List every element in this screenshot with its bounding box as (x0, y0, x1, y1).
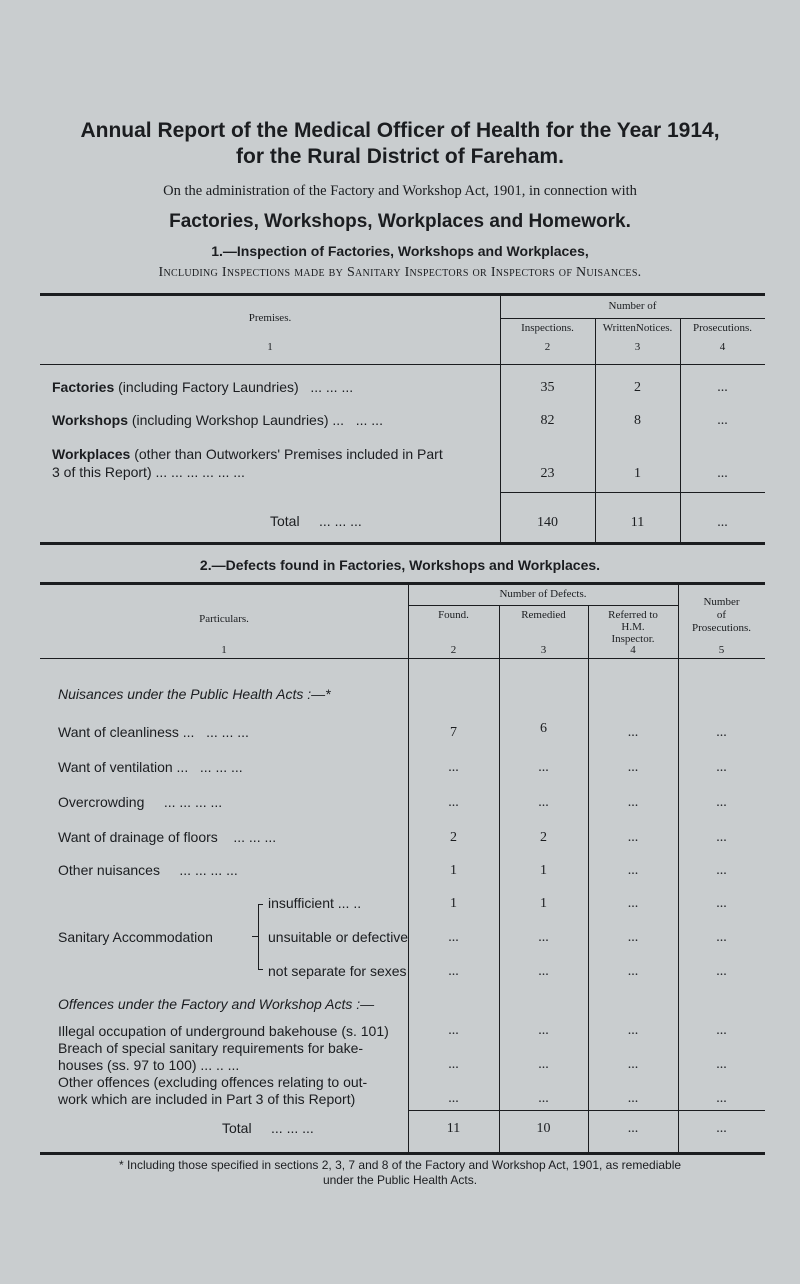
table2-ventilation-referred: ... (627, 760, 639, 775)
table1-workshops-inspections: 82 (540, 413, 555, 428)
table2-not-separate-referred: ... (627, 964, 639, 979)
table2-row-cleanliness: Want of cleanliness ... ... ... ... (58, 724, 249, 740)
table2-drainage-remedied: 2 (540, 830, 547, 845)
table2-prosecutions-l3: Prosecutions. (692, 622, 751, 634)
table2-breach-remedied: ... (538, 1057, 549, 1072)
report-title-line1: Annual Report of the Medical Officer of Health for the Year 1914, (80, 119, 720, 142)
table1-row-workplaces: Workplaces (other than Outworkers' Premises included in Part (52, 446, 443, 462)
table1-row-workplaces-line2: 3 of this Report) ... ... ... ... ... ... (52, 464, 245, 480)
table1-premises-header: Premises. (248, 312, 292, 324)
table2-ventilation-remedied: ... (538, 760, 549, 775)
table2-drainage-prosecutions: ... (716, 830, 727, 845)
table2-unsuitable-referred: ... (627, 930, 639, 945)
table1-total-prosecutions: ... (717, 515, 728, 530)
table1-number-of-header: Number of (608, 300, 657, 312)
table2-ventilation-found: ... (448, 760, 459, 775)
table2-sanitary-label: Sanitary Accommodation (58, 929, 213, 945)
table2-not-separate-remedied: ... (538, 964, 549, 979)
table2-overcrowding-remedied: ... (538, 795, 549, 810)
table2-row-overcrowding: Overcrowding ... ... ... ... (58, 794, 223, 810)
table2-overcrowding-prosecutions: ... (716, 795, 727, 810)
brace-top (258, 904, 263, 937)
table1-row-factories: Factories (including Factory Laundries) ... ... ... (52, 379, 354, 395)
table2-sanitary-insufficient: insufficient ... .. (268, 895, 362, 911)
table2-total-prosecutions: ... (716, 1121, 727, 1136)
table2-offence-breach-l2: houses (ss. 97 to 100) ... .. ... (58, 1057, 240, 1073)
table1-total-inspections: 140 (537, 515, 558, 530)
table1-workplaces-prosecutions: ... (717, 466, 728, 481)
brace-bottom (258, 936, 263, 970)
table1-section-title: 1.—Inspection of Factories, Workshops and Workplaces, (211, 243, 589, 259)
table2-total-remedied: 10 (536, 1121, 551, 1136)
table2-top-rule (40, 582, 765, 585)
table2-other-offences-found: ... (448, 1091, 459, 1106)
table1-col-written-notices: WrittenNotices. (602, 322, 673, 334)
table2-row-other-nuisances: Other nuisances ... ... ... ... (58, 862, 238, 878)
table2-row-drainage: Want of drainage of floors ... ... ... (58, 829, 277, 845)
table2-offences-heading: Offences under the Factory and Workshop Acts :— (58, 996, 375, 1012)
table2-col-referred-l3: Inspector. (611, 633, 655, 645)
table2-overcrowding-found: ... (448, 795, 459, 810)
table1-col-num-4: 4 (719, 341, 726, 353)
table1-factories-notices: 2 (634, 380, 641, 395)
table2-bakehouse-prosecutions: ... (716, 1023, 727, 1038)
table2-ventilation-prosecutions: ... (716, 760, 727, 775)
table2-other-nuisances-remedied: 1 (540, 863, 547, 878)
table2-unsuitable-prosecutions: ... (716, 930, 727, 945)
table2-insufficient-remedied: 1 (540, 896, 547, 911)
table2-col-referred-l1: Referred to (608, 609, 658, 621)
table2-cleanliness-prosecutions: ... (716, 725, 727, 740)
table2-defects-header: Number of Defects. (499, 588, 587, 600)
table2-bakehouse-found: ... (448, 1023, 459, 1038)
table2-section-title: 2.—Defects found in Factories, Workshops and Workplaces. (199, 557, 601, 573)
table1-col-num-2: 2 (544, 341, 551, 353)
table2-col-num-3: 3 (540, 644, 547, 656)
table2-offence-bakehouse: Illegal occupation of underground bakehouse (s. 101) (58, 1023, 389, 1039)
table1-total-label: Total ... ... ... (270, 513, 362, 529)
table2-col-referred-l2: H.M. (621, 621, 645, 633)
report-title-line2: for the Rural District of Fareham. (236, 145, 564, 168)
table2-col-num-2: 2 (450, 644, 457, 656)
table2-insufficient-referred: ... (627, 896, 639, 911)
table2-insufficient-found: 1 (450, 896, 457, 911)
table1-col-num-3: 3 (634, 341, 641, 353)
footnote-line2: under the Public Health Acts. (322, 1173, 478, 1187)
table2-sanitary-not-separate: not separate for sexes (268, 963, 407, 979)
table2-drainage-found: 2 (450, 830, 457, 845)
table2-other-offences-prosecutions: ... (716, 1091, 727, 1106)
table2-prosecutions-num: 5 (718, 644, 725, 656)
table2-not-separate-found: ... (448, 964, 459, 979)
table2-other-offences-referred: ... (627, 1091, 639, 1106)
table2-prosecutions-l2: of (716, 609, 727, 621)
table2-col-remedied: Remedied (521, 609, 566, 621)
table2-total-found: 11 (446, 1121, 461, 1136)
table2-other-nuisances-found: 1 (450, 863, 457, 878)
table2-not-separate-prosecutions: ... (716, 964, 727, 979)
table1-factories-inspections: 35 (540, 380, 555, 395)
table2-offence-other-l1: Other offences (excluding offences relating to out- (58, 1074, 368, 1090)
table2-cleanliness-found: 7 (450, 725, 457, 740)
table1-workshops-prosecutions: ... (717, 413, 728, 428)
report-intro: On the administration of the Factory and Workshop Act, 1901, in connection with (163, 183, 637, 199)
table1-factories-prosecutions: ... (717, 380, 728, 395)
table1-col-prosecutions: Prosecutions. (693, 322, 752, 334)
table2-total-label: Total ... ... ... (222, 1120, 314, 1136)
table2-unsuitable-found: ... (448, 930, 459, 945)
table1-bottom-rule (40, 542, 765, 545)
table2-col-found: Found. (438, 609, 469, 621)
table2-breach-prosecutions: ... (716, 1057, 727, 1072)
table2-other-offences-remedied: ... (538, 1091, 549, 1106)
table2-particulars-num: 1 (221, 644, 227, 656)
table1-row-workshops: Workshops (including Workshop Laundries) ... ... ... (52, 412, 383, 428)
table2-drainage-referred: ... (627, 830, 639, 845)
table2-total-referred: ... (627, 1121, 639, 1136)
report-heading: Factories, Workshops, Workplaces and Homework. (169, 211, 631, 232)
table2-bottom-rule (40, 1152, 765, 1155)
table2-offence-other-l2: work which are included in Part 3 of this Report) (58, 1091, 356, 1107)
table2-prosecutions-l1: Number (703, 596, 740, 608)
footnote-line1: * Including those specified in sections 2, 3, 7 and 8 of the Factory and Workshop Act, 1901, as remediable (118, 1158, 682, 1172)
table2-bakehouse-remedied: ... (538, 1023, 549, 1038)
table2-breach-referred: ... (627, 1057, 639, 1072)
table2-nuisances-heading: Nuisances under the Public Health Acts :—* (58, 686, 331, 702)
table2-other-nuisances-referred: ... (627, 863, 639, 878)
table2-unsuitable-remedied: ... (538, 930, 549, 945)
table2-breach-found: ... (448, 1057, 459, 1072)
table2-other-nuisances-prosecutions: ... (716, 863, 727, 878)
table2-overcrowding-referred: ... (627, 795, 639, 810)
table1-workplaces-notices: 1 (634, 466, 641, 481)
table2-offence-breach-l1: Breach of special sanitary requirements for bake- (58, 1040, 364, 1056)
table1-total-notices: 11 (630, 515, 645, 530)
table2-col-num-4: 4 (630, 644, 636, 656)
table2-sanitary-unsuitable: unsuitable or defective (268, 929, 409, 945)
table1-premises-num: 1 (267, 341, 273, 353)
table2-particulars-header: Particulars. (199, 613, 249, 625)
table1-col-inspections: Inspections. (521, 322, 574, 334)
table2-bakehouse-referred: ... (627, 1023, 639, 1038)
table1-top-rule (40, 293, 765, 296)
table1-workplaces-inspections: 23 (540, 466, 555, 481)
table1-section-subtitle: Including Inspections made by Sanitary Inspectors or Inspectors of Nuisances. (158, 265, 642, 280)
table2-cleanliness-referred: ... (627, 725, 639, 740)
table2-row-ventilation: Want of ventilation ... ... ... ... (58, 759, 243, 775)
table2-insufficient-prosecutions: ... (716, 896, 727, 911)
table2-cleanliness-remedied: 6 (540, 721, 547, 736)
table1-workshops-notices: 8 (634, 413, 641, 428)
